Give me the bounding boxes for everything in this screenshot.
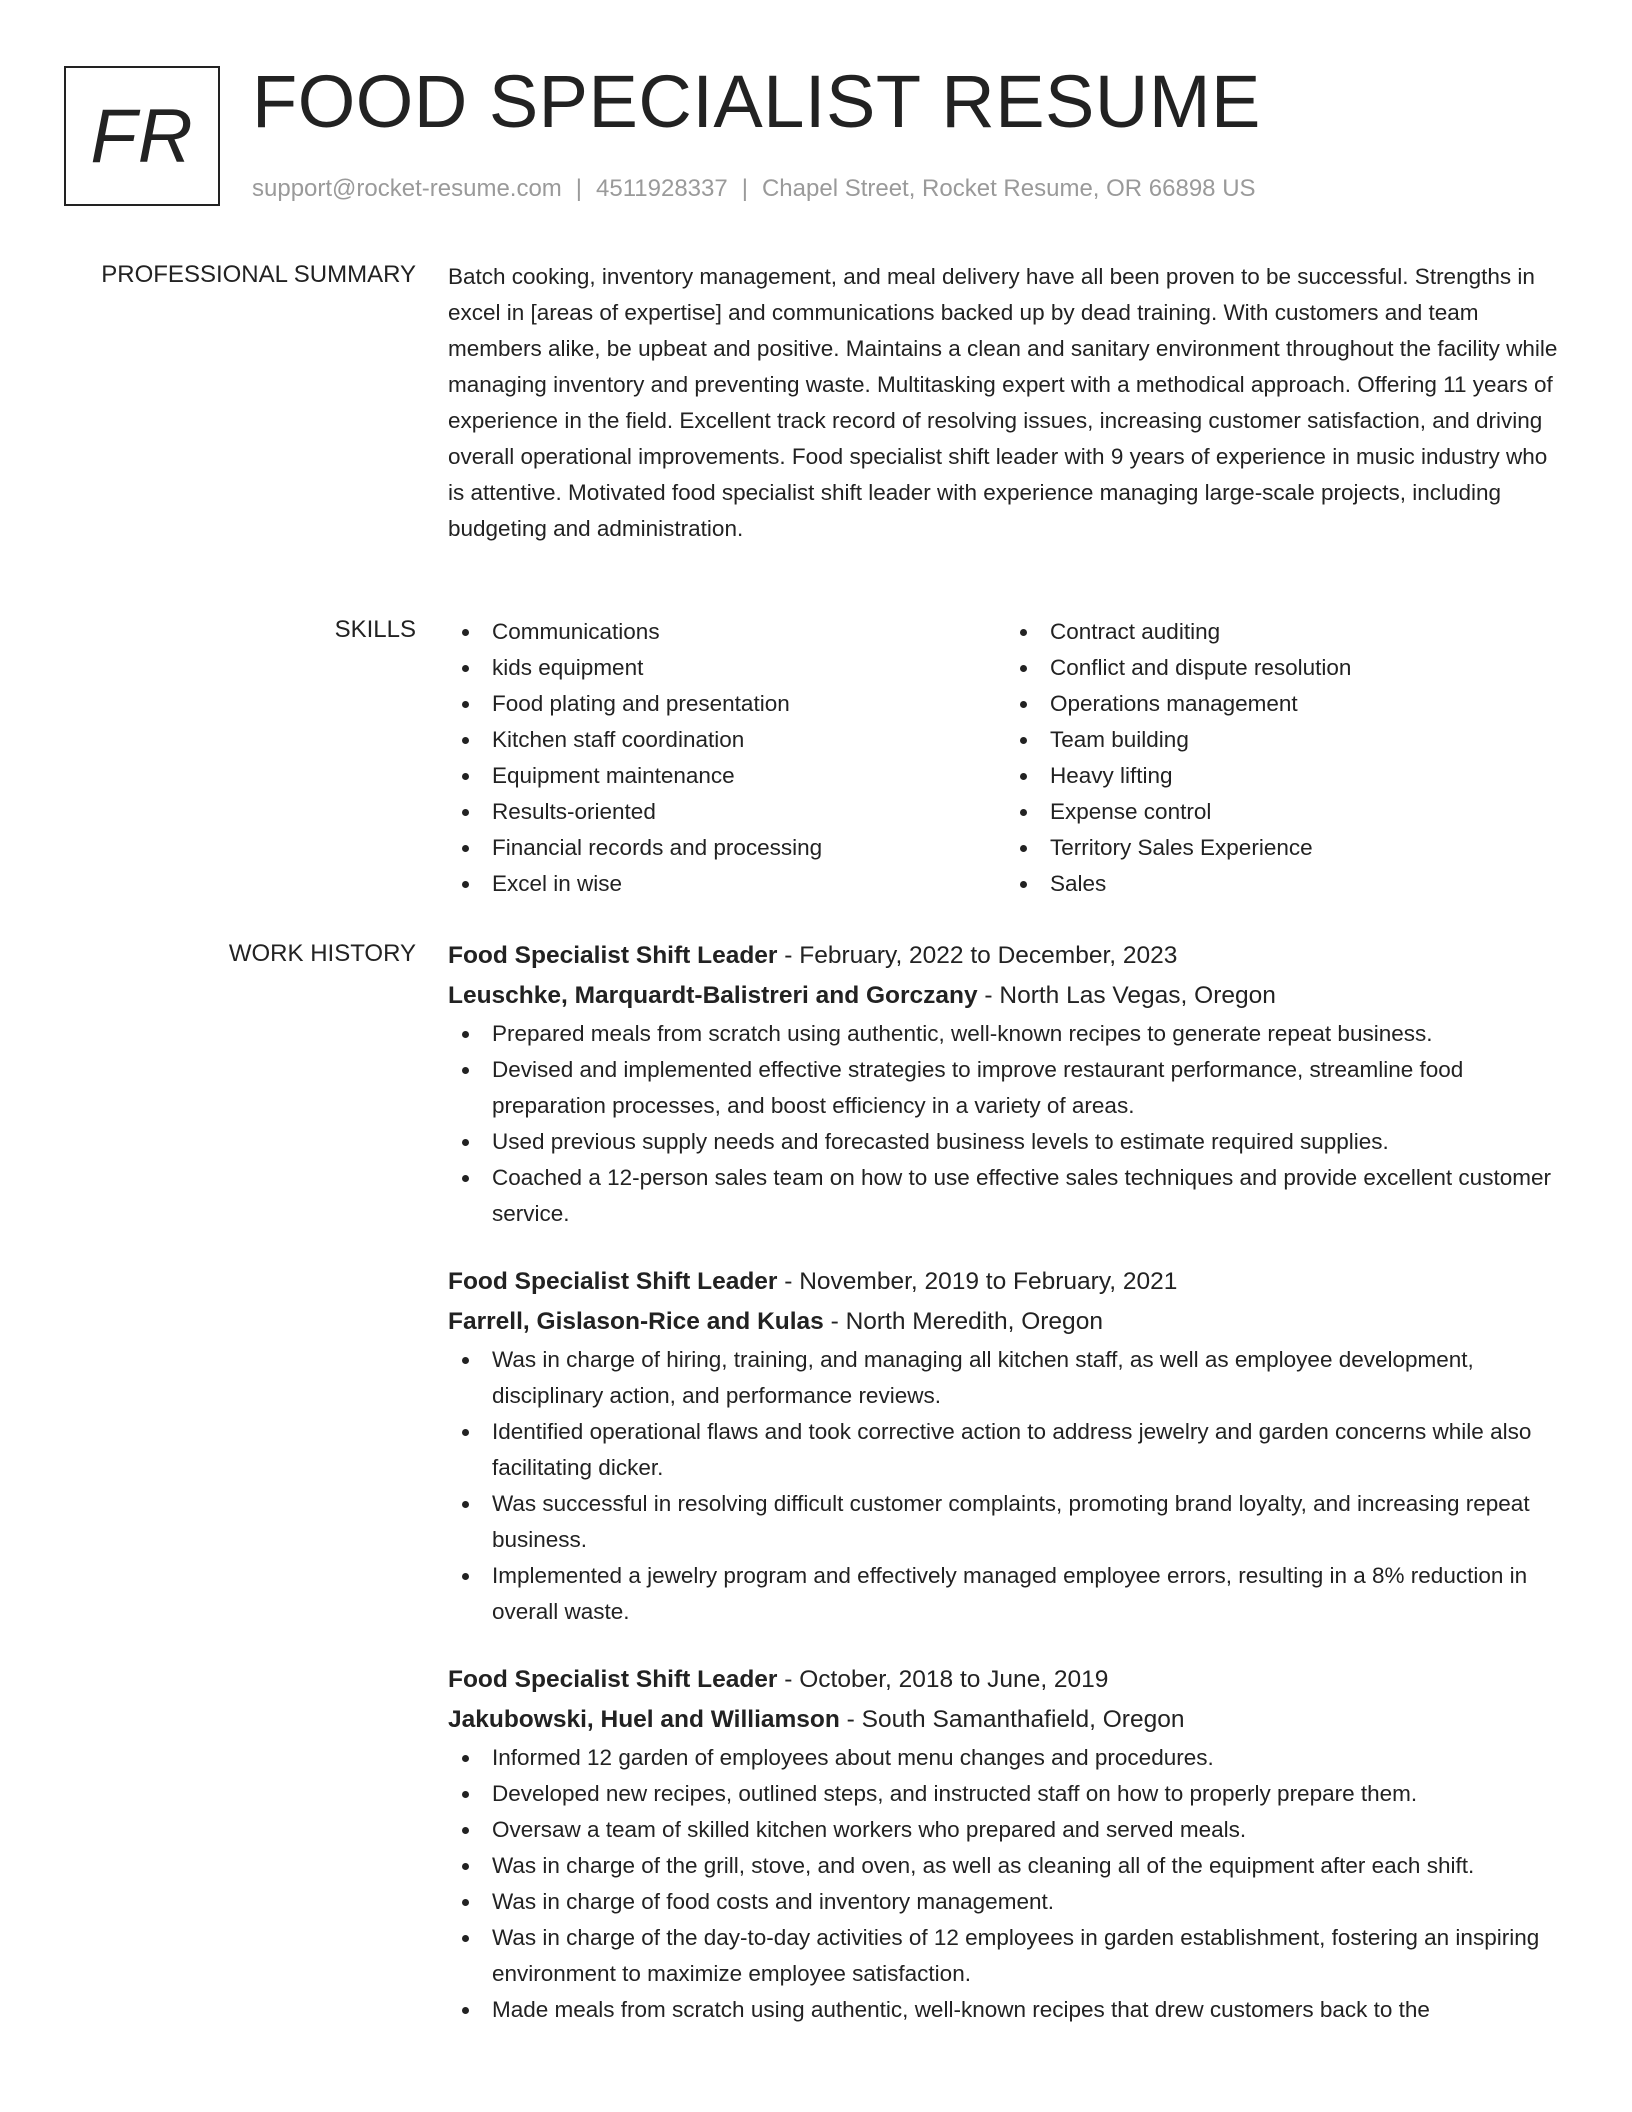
job-duty-item: Coached a 12-person sales team on how to use effective sales techniques and provide excellent customer service.: [448, 1160, 1564, 1232]
job-title: Food Specialist Shift Leader: [448, 942, 778, 969]
work-history-heading: WORK HISTORY: [228, 940, 416, 967]
summary-heading: PROFESSIONAL SUMMARY: [101, 261, 416, 288]
job-duty-item: Identified operational flaws and took corrective action to address jewelry and garden concerns while also facilitating dicker.: [448, 1414, 1564, 1486]
job-duty-item: Implemented a jewelry program and effectively managed employee errors, resulting in a 8% reduction in overall waste.: [448, 1558, 1564, 1630]
skills-columns: [448, 614, 1564, 902]
job-location: - North Meredith, Oregon: [823, 1308, 1103, 1335]
skill-item: kids equipment: [492, 650, 1006, 686]
job-title: Food Specialist Shift Leader: [448, 1268, 778, 1295]
job-entry: [448, 1262, 1564, 1630]
job-entry: [448, 1660, 1564, 2028]
job-duties-list: [448, 1740, 1564, 2028]
job-dates: - February, 2022 to December, 2023: [777, 942, 1178, 969]
contact-separator: |: [741, 175, 748, 202]
job-entry: [448, 936, 1564, 1232]
skill-item: Team building: [1050, 722, 1564, 758]
job-duty-item: Was in charge of hiring, training, and managing all kitchen staff, as well as employee development, disciplinary action, and performance reviews.: [448, 1342, 1564, 1414]
job-duties-list: [448, 1016, 1564, 1232]
skill-item: Kitchen staff coordination: [492, 722, 1006, 758]
skill-item: Results-oriented: [492, 794, 1006, 830]
contact-address: Chapel Street, Rocket Resume, OR 66898 US: [761, 175, 1256, 202]
job-duty-item: Oversaw a team of skilled kitchen workers who prepared and served meals.: [448, 1812, 1564, 1848]
skills-column-right: [1006, 614, 1564, 902]
job-company-line: [448, 1302, 1564, 1342]
job-title: Food Specialist Shift Leader: [448, 1666, 778, 1693]
job-company: Farrell, Gislason-Rice and Kulas: [448, 1308, 824, 1335]
job-company-line: [448, 1700, 1564, 1740]
job-duty-item: Prepared meals from scratch using authentic, well-known recipes to generate repeat business.: [448, 1016, 1564, 1052]
job-duty-item: Devised and implemented effective strategies to improve restaurant performance, streamline food preparation processes, and boost efficiency in a variety of areas.: [448, 1052, 1564, 1124]
skill-item: Conflict and dispute resolution: [1050, 650, 1564, 686]
job-location: - South Samanthafield, Oregon: [839, 1706, 1185, 1733]
work-history-body: [448, 936, 1564, 2058]
skill-item: Expense control: [1050, 794, 1564, 830]
job-duty-item: Used previous supply needs and forecasted business levels to estimate required supplies.: [448, 1124, 1564, 1160]
skill-item: Equipment maintenance: [492, 758, 1006, 794]
contact-line: [252, 172, 1256, 206]
job-duties-list: [448, 1342, 1564, 1630]
job-duty-item: Was successful in resolving difficult customer complaints, promoting brand loyalty, and increasing repeat business.: [448, 1486, 1564, 1558]
job-company: Leuschke, Marquardt-Balistreri and Gorczany: [448, 982, 978, 1009]
job-duty-item: Made meals from scratch using authentic, well-known recipes that drew customers back to the: [448, 1992, 1564, 2028]
job-duty-item: Informed 12 garden of employees about menu changes and procedures.: [448, 1740, 1564, 1776]
skill-item: Excel in wise: [492, 866, 1006, 902]
job-location: - North Las Vegas, Oregon: [977, 982, 1276, 1009]
skill-item: Communications: [492, 614, 1006, 650]
job-duty-item: Developed new recipes, outlined steps, and instructed staff on how to properly prepare them.: [448, 1776, 1564, 1812]
skills-body: [448, 614, 1564, 902]
skill-item: Sales: [1050, 866, 1564, 902]
skills-heading: SKILLS: [334, 616, 416, 643]
job-title-line: [448, 936, 1564, 976]
summary-body: [448, 259, 1564, 547]
job-dates: - October, 2018 to June, 2019: [777, 1666, 1109, 1693]
contact-phone: 4511928337: [596, 175, 728, 202]
skill-item: Heavy lifting: [1050, 758, 1564, 794]
job-title-line: [448, 1660, 1564, 1700]
contact-email: support@rocket-resume.com: [252, 175, 562, 202]
job-company: Jakubowski, Huel and Williamson: [448, 1706, 840, 1733]
resume-title: FOOD SPECIALIST RESUME: [252, 60, 1261, 143]
skill-item: Financial records and processing: [492, 830, 1006, 866]
skill-item: Operations management: [1050, 686, 1564, 722]
contact-separator: |: [575, 175, 583, 202]
monogram-badge: FR: [64, 66, 220, 206]
skill-item: Territory Sales Experience: [1050, 830, 1564, 866]
job-dates: - November, 2019 to February, 2021: [777, 1268, 1178, 1295]
job-duty-item: Was in charge of food costs and inventory management.: [448, 1884, 1564, 1920]
job-title-line: [448, 1262, 1564, 1302]
skills-column-left: [448, 614, 1006, 902]
summary-text: Batch cooking, inventory management, and meal delivery have all been proven to be successful. Strengths in excel in [areas of expertise] and communications backed up by dead training. With customers and team members alike, be upbeat and positive. Maintains a clean and sanitary environment throughout the facility while managing inventory and preventing waste. Multitasking expert with a methodical approach. Offering 11 years of experience in the field. Excellent track record of resolving issues, increasing customer satisfaction, and driving overall operational improvements. Food specialist shift leader with 9 years of experience in music industry who is attentive. Motivated food specialist shift leader with experience managing large-scale projects, including budgeting and administration.: [448, 264, 1558, 541]
skill-item: Food plating and presentation: [492, 686, 1006, 722]
job-company-line: [448, 976, 1564, 1016]
job-duty-item: Was in charge of the day-to-day activities of 12 employees in garden establishment, fostering an inspiring environment to maximize employee satisfaction.: [448, 1920, 1564, 1992]
job-duty-item: Was in charge of the grill, stove, and oven, as well as cleaning all of the equipment after each shift.: [448, 1848, 1564, 1884]
skill-item: Contract auditing: [1050, 614, 1564, 650]
